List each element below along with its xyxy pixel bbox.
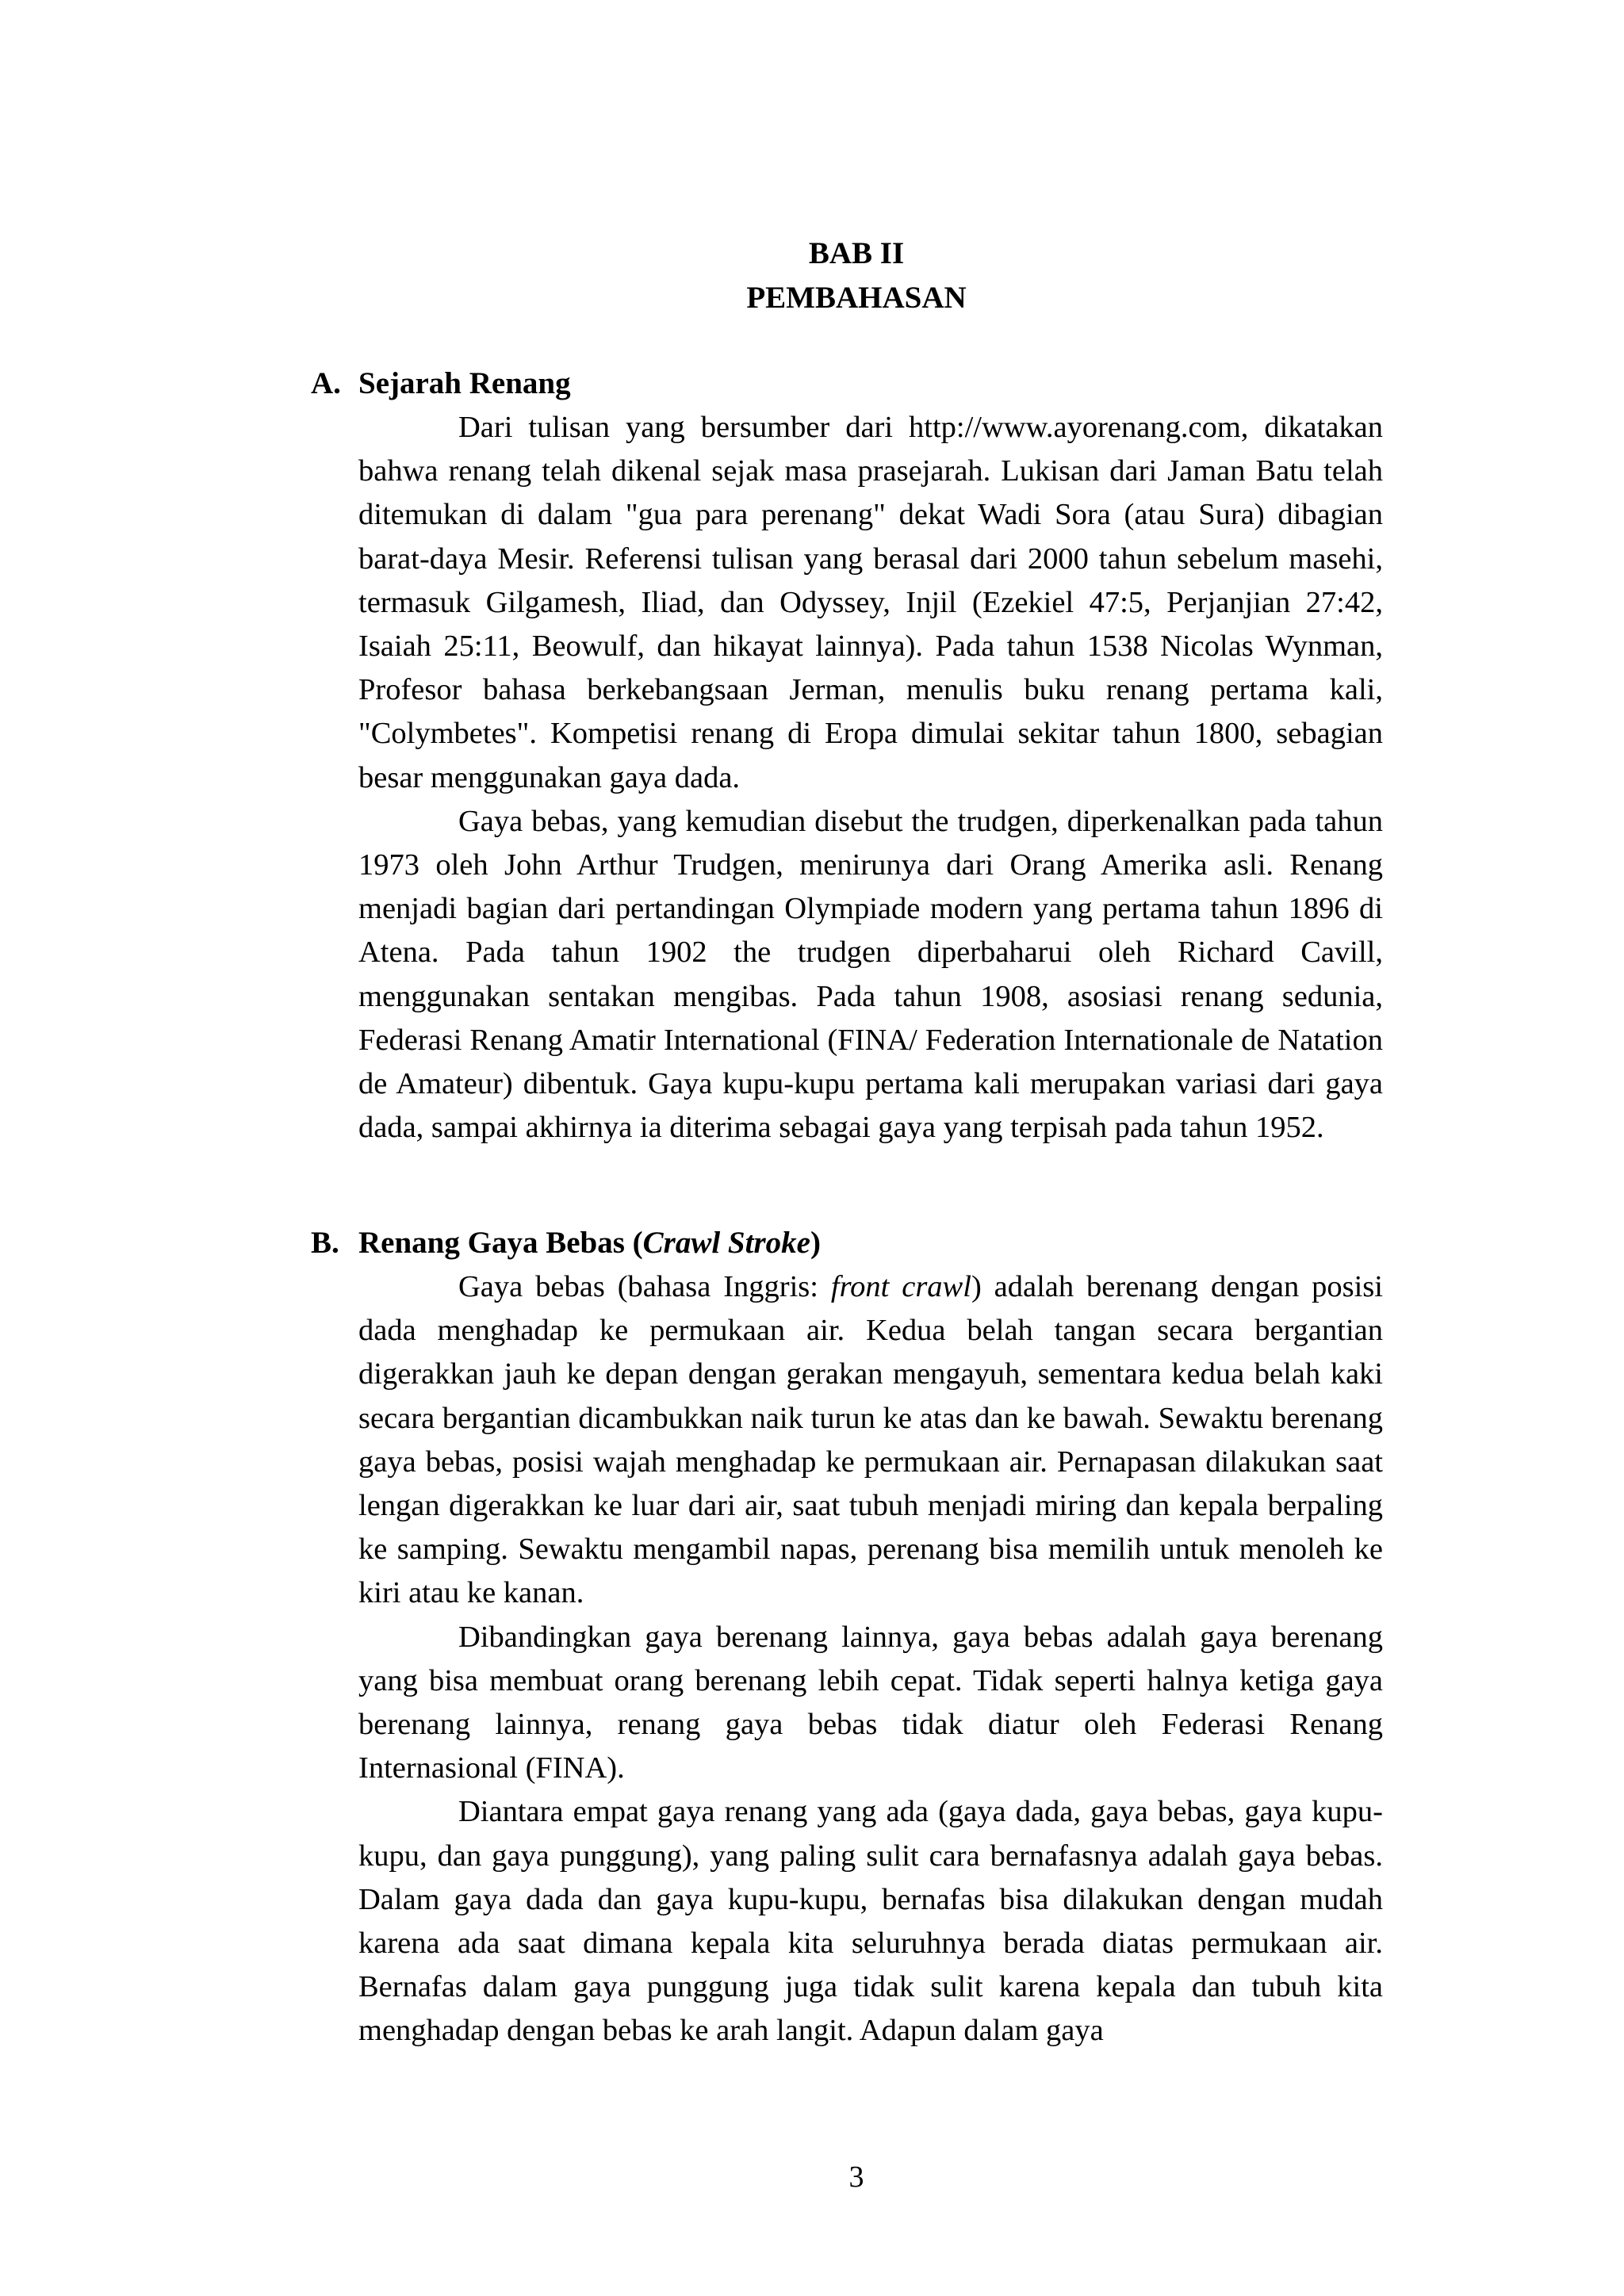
section-title: Sejarah Renang — [358, 366, 571, 400]
section-title-suffix: ) — [810, 1226, 821, 1260]
paragraph-text: ) adalah berenang dengan posisi dada menghadap ke permukaan air. Kedua belah tangan secara bergantian digerakkan jauh ke depan dengan gerakan mengayuh, sementara kedua belah kaki secara bergantian dicambukkan naik turun ke atas dan ke bawah. Sewaktu berenang gaya bebas, posisi wajah menghadap ke permukaan air. Pernapasan dilakukan saat lengan digerakkan ke luar dari air, saat tubuh menjadi miring dan kepala berpaling ke samping. Sewaktu mengambil napas, perenang bisa memilih untuk menoleh ke kiri atau ke kanan. — [358, 1270, 1383, 1610]
paragraph: Dari tulisan yang bersumber dari http://www.ayorenang.com, dikatakan bahwa renang telah dikenal sejak masa prasejarah. Lukisan dari Jaman Batu telah ditemukan di dalam "gua para perenang" dekat Wadi Sora (atau Sura) dibagian barat-daya Mesir. Referensi tulisan yang berasal dari 2000 tahun sebelum masehi, termasuk Gilgamesh, Iliad, dan Odyssey, Injil (Ezekiel 47:5, Perjanjian 27:42, Isaiah 25:11, Beowulf, dan hikayat lainnya). Pada tahun 1538 Nicolas Wynman, Profesor bahasa berkebangsaan Jerman, menulis buku renang pertama kali, "Colymbetes". Kompetisi renang di Eropa dimulai sekitar tahun 1800, sebagian besar menggunakan gaya dada. — [358, 411, 1383, 794]
paragraph: Dibandingkan gaya berenang lainnya, gaya bebas adalah gaya berenang yang bisa membuat orang berenang lebih cepat. Tidak seperti halnya ketiga gaya berenang lainnya, renang gaya bebas tidak diatur oleh Federasi Renang Internasional (FINA). — [358, 1620, 1383, 1785]
paragraph: Diantara empat gaya renang yang ada (gaya dada, gaya bebas, gaya kupu-kupu, dan gaya punggung), yang paling sulit cara bernafasnya adalah gaya bebas. Dalam gaya dada dan gaya kupu-kupu, bernafas bisa dilakukan dengan mudah karena ada saat dimana kepala kita seluruhnya berada diatas permukaan air. Bernafas dalam gaya punggung juga tidak sulit karena kepala dan tubuh kita menghadap dengan bebas ke arah langit. Adapun dalam gaya — [358, 1795, 1383, 2048]
section-heading — [311, 362, 1383, 406]
section-body — [358, 1265, 1383, 2053]
section-letter: A. — [311, 366, 341, 400]
section-letter: B. — [311, 1226, 339, 1260]
section-sejarah-renang — [311, 362, 1383, 1150]
paragraph-text: Gaya bebas (bahasa Inggris: — [458, 1270, 831, 1303]
section-title — [358, 1221, 821, 1265]
page-number: 3 — [848, 2160, 864, 2194]
section-heading — [311, 1221, 1383, 1265]
chapter-title: PEMBAHASAN — [746, 281, 967, 315]
paragraph: Gaya bebas, yang kemudian disebut the trudgen, diperkenalkan pada tahun 1973 oleh John Arthur Trudgen, menirunya dari Orang Amerika asli. Renang menjadi bagian dari pertandingan Olympiade modern yang pertama tahun 1896 di Atena. Pada tahun 1902 the trudgen diperbaharui oleh Richard Cavill, menggunakan sentakan mengibas. Pada tahun 1908, asosiasi renang sedunia, Federasi Renang Amatir International (FINA/ Federation Internationale de Natation de Amateur) dibentuk. Gaya kupu-kupu pertama kali merupakan variasi dari gaya dada, sampai akhirnya ia diterima sebagai gaya yang terpisah pada tahun 1952. — [358, 804, 1383, 1145]
section-title-italic: Crawl Stroke — [642, 1226, 810, 1260]
section-body — [358, 406, 1383, 1150]
chapter-number: BAB II — [808, 236, 905, 270]
paragraph — [358, 1265, 1383, 1616]
paragraph-italic-term: front crawl — [830, 1270, 971, 1303]
section-gaya-bebas — [311, 1221, 1383, 2053]
section-title-prefix: Renang Gaya Bebas ( — [358, 1226, 643, 1260]
